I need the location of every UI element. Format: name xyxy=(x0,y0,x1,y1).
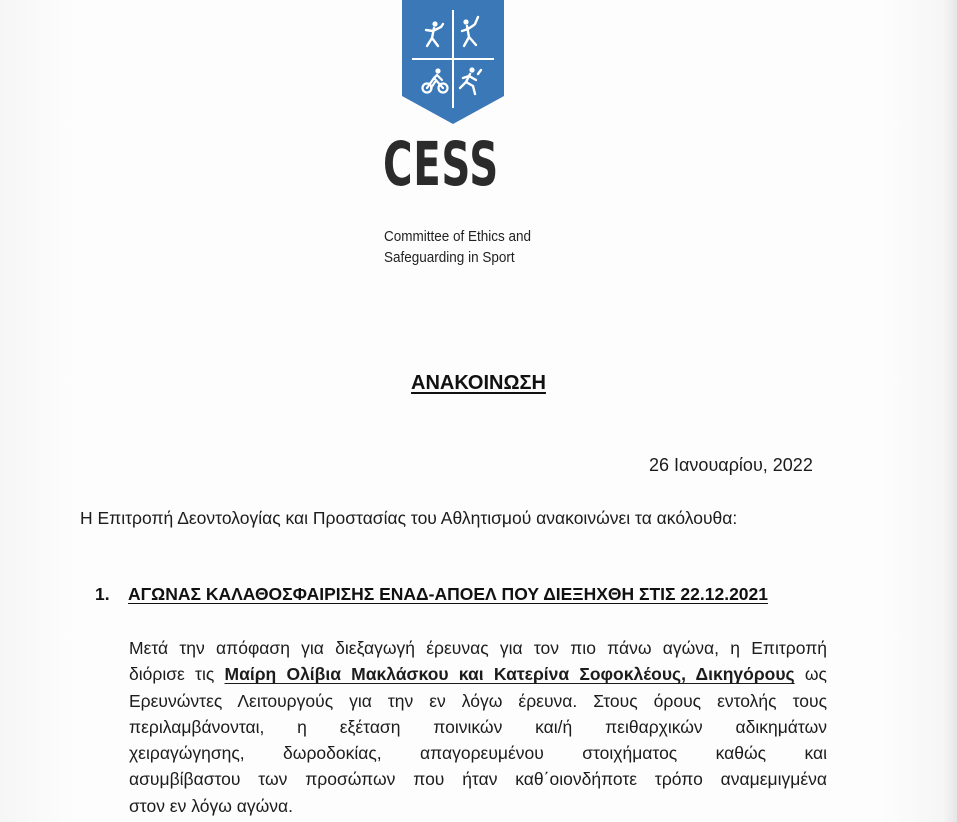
brand-subtitle xyxy=(384,226,531,268)
paragraph-line xyxy=(129,661,827,687)
section-number: 1. xyxy=(95,584,110,604)
paragraph-line: Ερευνώντες Λειτουργούς για την εν λόγω έρευνα. Στους όρους εντολής τους xyxy=(129,690,827,711)
paragraph-text: ως xyxy=(804,664,827,685)
brand-subtitle-line2: Safeguarding in Sport xyxy=(384,249,515,266)
appointed-lawyers: Μαίρη Ολίβια Μακλάσκου και Κατερίνα Σοφοκλέους, Δικηγόρους xyxy=(224,664,795,685)
section-title: ΑΓΩΝΑΣ ΚΑΛΑΘΟΣΦΑΙΡΙΣΗΣ ΕΝΑΔ-ΑΠΟΕΛ ΠΟΥ ΔΙΕΞΗΧΘΗ ΣΤΙΣ 22.12.2021 xyxy=(128,584,768,604)
intro-text: Η Επιτροπή Δεοντολογίας και Προστασίας του Αθλητισμού ανακοινώνει τα ακόλουθα: xyxy=(80,508,738,528)
section-paragraph xyxy=(129,635,827,819)
document-title xyxy=(0,372,957,395)
paragraph-line: περιλαμβάνονται, η εξέταση ποινικών και/ή πειθαρχικών αδικημάτων xyxy=(129,716,827,737)
page-edge-shadow xyxy=(943,0,957,822)
document-title-text: ΑΝΑΚΟΙΝΩΣΗ xyxy=(411,372,546,394)
document-date: 26 Ιανουαρίου, 2022 xyxy=(649,455,813,475)
paragraph-line: στον εν λόγω αγώνα. xyxy=(129,795,293,816)
brand-subtitle-line1: Committee of Ethics and xyxy=(384,228,532,245)
cess-shield-logo xyxy=(402,0,504,124)
paragraph-line: χειραγώγησης, δωροδοκίας, απαγορευμένου στοιχήματος καθώς και xyxy=(129,743,827,764)
paragraph-line: Μετά την απόφαση για διεξαγωγή έρευνας για τον πιο πάνω αγώνα, η Επιτροπή xyxy=(129,638,827,658)
brand-name: CESS xyxy=(383,129,499,200)
paragraph-text: διόρισε τις xyxy=(129,664,215,685)
paragraph-line: ασυμβίβαστου των προσώπων που ήταν καθ΄οιονδήποτε τρόπο αναμεμιγμένα xyxy=(129,769,827,790)
